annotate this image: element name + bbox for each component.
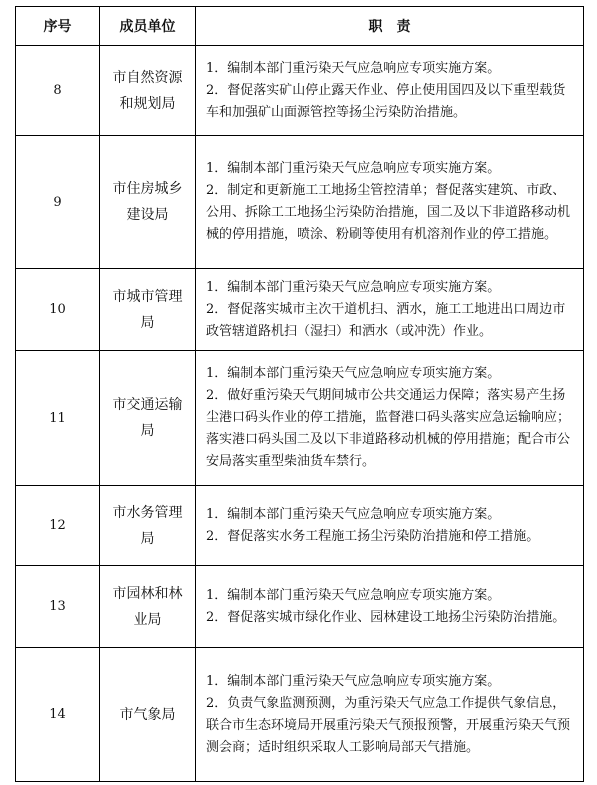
member-unit: 市气象局 [100,648,196,782]
header-duty: 职 责 [196,7,584,46]
row-number: 13 [16,566,100,648]
duty-cell [196,351,584,486]
table-row [16,351,584,486]
header-unit: 成员单位 [100,7,196,46]
duty-item: 1．编制本部门重污染天气应急响应专项实施方案。 [206,60,501,76]
duty-table [15,6,584,782]
duty-item: 1．编制本部门重污染天气应急响应专项实施方案。 [206,587,501,603]
table-row [16,486,584,566]
duty-cell [196,566,584,648]
duty-cell [196,269,584,351]
member-unit: 市交通运输局 [100,351,196,486]
duty-item: 1．编制本部门重污染天气应急响应专项实施方案。 [206,161,501,176]
member-unit: 市水务管理局 [100,486,196,566]
member-unit: 市住房城乡建设局 [100,136,196,269]
duty-item: 1．编制本部门重污染天气应急响应专项实施方案。 [206,673,501,689]
row-number: 11 [16,351,100,486]
table-row [16,566,584,648]
duty-cell [196,486,584,566]
duty-cell [196,648,584,782]
member-unit: 市自然资源和规划局 [100,46,196,136]
duty-cell [196,46,584,136]
duty-item: 1．编制本部门重污染天气应急响应专项实施方案。 [206,506,501,522]
row-number: 10 [16,269,100,351]
duty-item: 2．负责气象监测预测，为重污染天气应急工作提供气象信息，联合市生态环境局开展重污染天气预报预警，开展重污染天气预测会商；适时组织采取人工影响局部天气措施。 [206,695,571,755]
duty-item: 2．做好重污染天气期间城市公共交通运力保障；落实易产生扬尘港口码头作业的停工措施，监督港口码头落实应急运输响应；落实港口码头国二及以下非道路移动机械的停用措施；配合市公安局落实重型柴油货车禁行。 [206,388,571,469]
table-row [16,648,584,782]
duty-item: 2．督促落实矿山停止露天作业、停止使用国四及以下重型载货车和加强矿山面源管控等扬尘污染防治措施。 [206,82,566,120]
duty-item: 2．督促落实城市绿化作业、园林建设工地扬尘污染防治措施。 [206,609,566,625]
member-unit: 市园林和林业局 [100,566,196,648]
duty-item: 2．制定和更新施工工地扬尘管控清单；督促落实建筑、市政、公用、拆除工工地扬尘污染防治措施，国二及以下非道路移动机械的停用措施，喷涂、粉刷等使用有机溶剂作业的停工措施。 [206,183,571,242]
duty-item: 2．督促落实水务工程施工扬尘污染防治措施和停工措施。 [206,528,540,544]
duty-item: 1．编制本部门重污染天气应急响应专项实施方案。 [206,279,501,295]
duty-item: 2．督促落实城市主次干道机扫、洒水，施工工地进出口周边市政管辖道路机扫（湿扫）和洒水（或冲洗）作业。 [206,301,566,339]
table-row [16,269,584,351]
table-row [16,46,584,136]
row-number: 8 [16,46,100,136]
table-header [16,7,584,46]
row-number: 14 [16,648,100,782]
member-unit: 市城市管理局 [100,269,196,351]
table-row [16,136,584,269]
duty-cell [196,136,584,269]
row-number: 12 [16,486,100,566]
duty-item: 1．编制本部门重污染天气应急响应专项实施方案。 [206,366,501,381]
row-number: 9 [16,136,100,269]
header-row [16,7,584,46]
header-no: 序号 [16,7,100,46]
